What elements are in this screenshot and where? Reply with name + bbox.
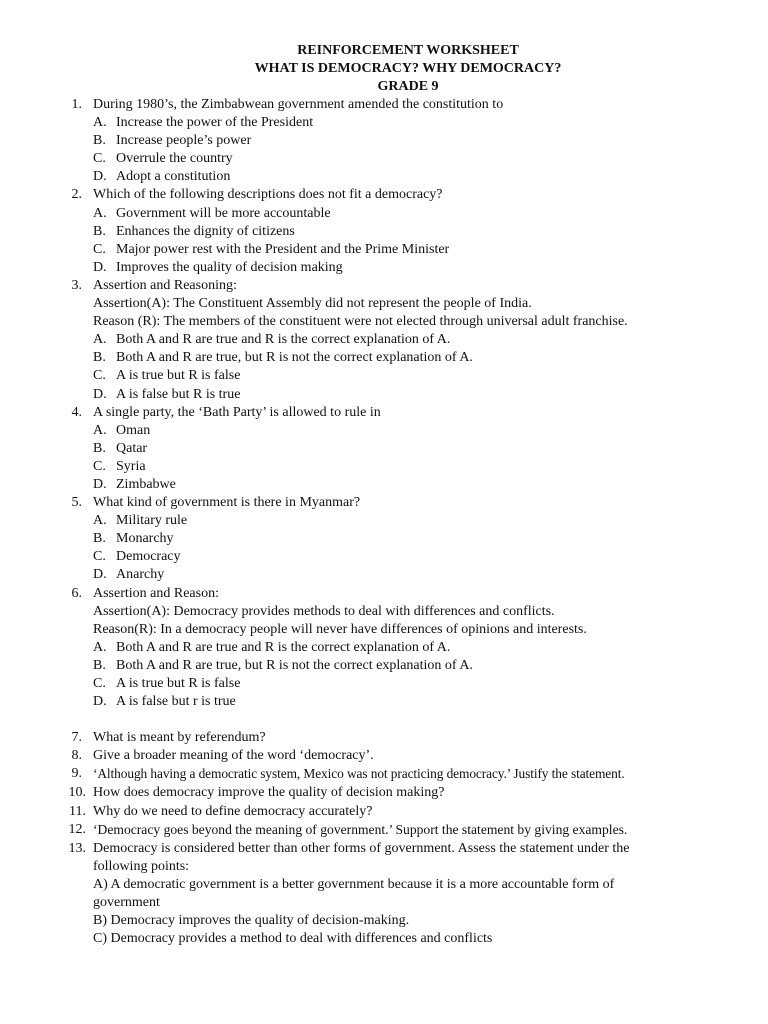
option-letter: D.	[93, 169, 107, 185]
option	[0, 349, 768, 367]
option-text: Both A and R are true, but R is not the correct explanation of A.	[116, 350, 473, 366]
question-number: 12.	[68, 821, 86, 837]
option-text: Overrule the country	[116, 151, 233, 167]
question-10	[0, 784, 768, 802]
question-number: 4.	[71, 404, 82, 420]
question-number: 5.	[71, 495, 82, 511]
question-13	[0, 840, 768, 858]
option-text: Anarchy	[116, 567, 165, 583]
question-number: 1.	[71, 97, 82, 112]
option-text: A is true but R is false	[116, 368, 241, 384]
option-letter: C.	[93, 368, 106, 384]
option-letter: B.	[93, 133, 106, 149]
question-text: A single party, the ‘Bath Party’ is allowed to rule in	[93, 404, 381, 420]
option-text: Oman	[116, 422, 151, 438]
question-2	[0, 186, 768, 204]
question-number: 13.	[68, 840, 86, 856]
question-7	[0, 729, 768, 747]
question-text-continued: following points:	[93, 858, 190, 874]
question-text: ‘Democracy goes beyond the meaning of government.’ Support the statement by giving examples.	[93, 821, 628, 837]
question-text: Assertion and Reasoning:	[93, 277, 237, 293]
question-text: Which of the following descriptions does not fit a democracy?	[93, 187, 443, 203]
option	[0, 458, 768, 476]
option-letter: D.	[93, 567, 107, 583]
question-9	[0, 765, 768, 784]
option	[0, 205, 768, 223]
worksheet-subtitle: WHAT IS DEMOCRACY? WHY DEMOCRACY?	[254, 61, 562, 76]
option-letter: D.	[93, 476, 107, 492]
option	[0, 132, 768, 150]
option	[0, 530, 768, 548]
option	[0, 639, 768, 657]
option-text: Monarchy	[116, 531, 174, 547]
question-text: Give a broader meaning of the word ‘democracy’.	[93, 748, 374, 764]
option-letter: A.	[93, 513, 107, 529]
reason-statement: Reason (R): The members of the constituent were not elected through universal adult franchise.	[93, 314, 628, 330]
option	[0, 259, 768, 277]
option-text: Enhances the dignity of citizens	[116, 223, 295, 239]
option	[0, 386, 768, 404]
question-number: 10.	[68, 785, 86, 801]
option-letter: A.	[93, 205, 107, 221]
option-text: A is false but r is true	[116, 694, 236, 710]
option	[0, 440, 768, 458]
option-letter: C.	[93, 676, 106, 691]
option	[0, 657, 768, 675]
option-letter: A.	[93, 115, 107, 131]
question-text: What is meant by referendum?	[93, 730, 266, 746]
option-text: Zimbabwe	[116, 476, 176, 492]
assertion-statement: Assertion(A): The Constituent Assembly did not represent the people of India.	[93, 296, 532, 312]
option-letter: A.	[93, 332, 107, 348]
option-text: Major power rest with the President and the Prime Minister	[116, 241, 450, 257]
option-letter: B.	[93, 223, 106, 239]
option-text: Syria	[116, 458, 146, 474]
option-text: Both A and R are true and R is the correct explanation of A.	[116, 332, 451, 348]
option	[0, 512, 768, 530]
question-number: 9.	[71, 766, 82, 782]
question-text: Why do we need to define democracy accurately?	[93, 803, 373, 819]
option-letter: A.	[93, 422, 107, 438]
option	[0, 168, 768, 186]
option-letter: C.	[93, 241, 106, 257]
option	[0, 548, 768, 566]
worksheet-header	[0, 42, 768, 96]
option	[0, 114, 768, 132]
option-letter: C.	[93, 458, 106, 474]
option	[0, 367, 768, 385]
question-3	[0, 277, 768, 295]
question-4	[0, 404, 768, 422]
option-text: Democracy	[116, 549, 181, 565]
question-number: 8.	[71, 748, 82, 764]
option-letter: D.	[93, 694, 107, 710]
option-text: Increase the power of the President	[116, 115, 314, 131]
option-letter: C.	[93, 151, 106, 167]
option	[0, 223, 768, 241]
question-text: Democracy is considered better than other forms of government. Assess the statement under the	[93, 840, 630, 856]
option-text: Military rule	[116, 513, 188, 529]
question-text: How does democracy improve the quality of decision making?	[93, 785, 445, 801]
option	[0, 150, 768, 168]
option-letter: B.	[93, 350, 106, 366]
option-letter: B.	[93, 440, 106, 456]
question-8	[0, 747, 768, 765]
option-text: A is true but R is false	[116, 676, 241, 691]
question-number: 11.	[69, 803, 86, 819]
question-5	[0, 494, 768, 512]
grade-label: GRADE 9	[377, 79, 439, 94]
question-number: 3.	[71, 277, 82, 293]
option-letter: B.	[93, 531, 106, 547]
assessment-point: B) Democracy improves the quality of decision-making.	[93, 913, 410, 929]
option-text: Government will be more accountable	[116, 205, 331, 221]
question-number: 6.	[71, 585, 82, 601]
option	[0, 566, 768, 584]
assertion-statement: Assertion(A): Democracy provides methods to deal with differences and conflicts.	[93, 603, 555, 619]
question-list	[0, 96, 768, 948]
question-number: 2.	[71, 187, 82, 203]
option-text: Qatar	[116, 440, 148, 456]
spacer	[0, 711, 768, 729]
option	[0, 675, 768, 693]
option-letter: D.	[93, 386, 107, 402]
question-text: What kind of government is there in Myanmar?	[93, 495, 361, 511]
question-1	[0, 96, 768, 114]
option-text: Adopt a constitution	[116, 169, 231, 185]
option	[0, 331, 768, 349]
option-letter: D.	[93, 259, 107, 275]
option-text: Improves the quality of decision making	[116, 259, 343, 275]
option-text: Both A and R are true, but R is not the correct explanation of A.	[116, 657, 473, 673]
option	[0, 422, 768, 440]
option-letter: B.	[93, 657, 106, 673]
option	[0, 476, 768, 494]
option-text: Increase people’s power	[116, 133, 252, 149]
assessment-point: A) A democratic government is a better government because it is a more accountable form of	[93, 876, 615, 892]
option-text: A is false but R is true	[116, 386, 241, 402]
question-6	[0, 585, 768, 603]
question-text: ‘Although having a democratic system, Mexico was not practicing democracy.’ Justify the statement.	[93, 766, 625, 782]
question-11	[0, 803, 768, 821]
question-12	[0, 821, 768, 840]
question-text: Assertion and Reason:	[93, 585, 219, 601]
worksheet-title: REINFORCEMENT WORKSHEET	[297, 43, 519, 58]
assessment-point-continued: government	[93, 895, 160, 911]
option-text: Both A and R are true and R is the correct explanation of A.	[116, 639, 451, 655]
option-letter: C.	[93, 549, 106, 565]
option	[0, 693, 768, 711]
option-letter: A.	[93, 639, 107, 655]
assessment-point: C) Democracy provides a method to deal with differences and conflicts	[93, 931, 493, 947]
reason-statement: Reason(R): In a democracy people will never have differences of opinions and interests.	[93, 621, 587, 637]
option	[0, 241, 768, 259]
question-text: During 1980’s, the Zimbabwean government amended the constitution to	[93, 97, 504, 112]
question-number: 7.	[71, 730, 82, 746]
